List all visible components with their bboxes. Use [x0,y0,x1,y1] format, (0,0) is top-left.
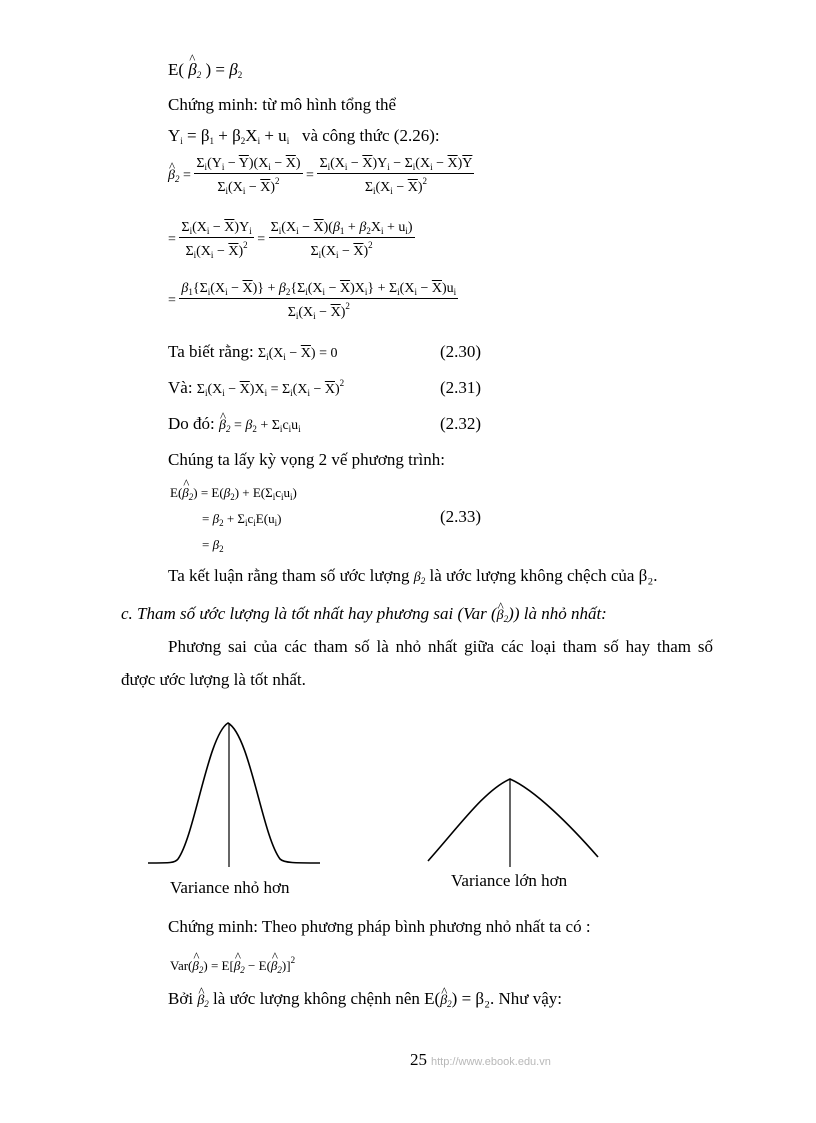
eq-2-30-lead: Ta biết rằng: [168,342,254,361]
eq-2-31-number: (2.31) [440,378,482,397]
eq-2-32-number: (2.32) [440,414,482,433]
equation-2-32: Do đó: ^ $\beta_2 = \beta_2 + \Sigma_ic_iu_i$ (2.32) [168,414,648,434]
variance-formula: Var(^ $\beta_2$) = E[^ $\beta_2$ − E(^ $\beta_2)]^2$ [170,955,295,975]
equation-2-33: E(^ $\beta_2) = E(\beta_2) + E(\Sigma_ic_iu_i)$ = $\beta_2 + \Sigma_ic_iE(u_i)$ = $\beta_2$ [170,482,297,560]
wide-bell-curve [428,779,598,861]
proof-intro: Chứng minh: từ mô hình tổng thể [168,95,397,114]
last-line: Bởi ^ $\beta_2$ là ước lượng không chệnh nên E(^ $\beta_2) = \beta_2$. Như vậy: [168,989,562,1009]
equation-2-30: Ta biết rằng: $\Sigma_i(X_i - \overline{X}) = 0$ (2.30) [168,342,482,362]
equation-2-31: Và: $\Sigma_i(X_i - \overline{X})X_i = \Sigma_i(X_i - \overline{X})^2$ (2.31) [168,378,482,398]
conclusion: Ta kết luận rằng tham số ước lượng $\beta_2$ là ước lượng không chệch của β₂. [168,566,658,586]
last-line-b: là ước lượng không chệnh nên E( [213,989,441,1008]
footer-url: http://www.ebook.edu.vn [431,1056,551,1068]
section-c-heading-b: )) là nhỏ nhất: [508,604,607,623]
unbiased-statement: E( ^ $\beta_2$ ) = $\beta_2$ [168,60,242,80]
expectation-text: Chúng ta lấy kỳ vọng 2 vế phương trình: [168,450,445,469]
eq-2-31-lead: Và: [168,378,193,397]
page-number: 25 [410,1050,427,1069]
eq-2-32-lead: Do đó: [168,414,215,433]
last-line-a: Bởi [168,989,194,1008]
conclusion-a: Ta kết luận rằng tham số ước lượng [168,566,410,585]
conclusion-b: là ước lượng không chệch của β₂. [429,566,658,585]
right-curve-label: Variance lớn hơn [451,871,568,890]
last-line-c: ) = β₂. Như vậy: [451,989,563,1008]
population-model: $Y_i = \beta_1 + \beta_2X_i + u_i$ và công thức (2.26): [168,126,440,146]
left-curve-label: Variance nhỏ hơn [170,878,290,897]
model-suffix: và công thức (2.26): [301,126,440,145]
section-c-heading: c. Tham số ước lượng là tốt nhất hay phương sai (Var (^ $\beta_2$)) là nhỏ nhất: [121,604,607,624]
section-c-heading-a: c. Tham số ước lượng là tốt nhất hay phương sai (Var ( [121,604,497,623]
page-footer [410,1050,551,1070]
eq-2-30-number: (2.30) [440,342,482,361]
variance-figure [140,715,610,875]
formula-beta2-hat-3: = $\frac{\beta_1\{\Sigma_i(X_i - \overline{X})\} + \beta_2\{\Sigma_i(X_i - \overline{X})X_i\} + \Sigma_i(X_i - \overline{X})u_i}{\Sigma_i(X_i - \overline{X})^2}$ [168,281,457,321]
formula-beta2-hat-2: = $\frac{\Sigma_i(X_i - \overline{X})Y_i}{\Sigma_i(X_i - \overline{X})^2}$ = $\frac{\Sigma_i(X_i - \overline{X})(\beta_1 + \beta_2X_i + u_i)}{\Sigma_i(X_i - \overline{X})^2}$ [168,220,413,260]
formula-beta2-hat-1: ^ $\beta_2$ = $\frac{\Sigma_i(Y_i - \overline{Y})(X_i - \overline{X})}{\Sigma_i(X_i - \overline{X})^2}$ = $\frac{\Sigma_i(X_i - \overline{X})Y_i - \Sigma_i(X_i - \overline{X})\overline{Y}}{\Sigma_i(X_i - \overline{X})^2}$ [168,156,474,196]
paragraph-line-1: Phương sai của các tham số là nhỏ nhất giữa các loại tham số hay tham số [168,637,713,656]
proof-2-intro: Chứng minh: Theo phương pháp bình phương nhỏ nhất ta có : [168,917,591,936]
eq-2-33-number: (2.33) [440,507,482,526]
narrow-bell-curve [148,723,320,863]
paragraph-line-2: được ước lượng là tốt nhất. [121,670,306,689]
